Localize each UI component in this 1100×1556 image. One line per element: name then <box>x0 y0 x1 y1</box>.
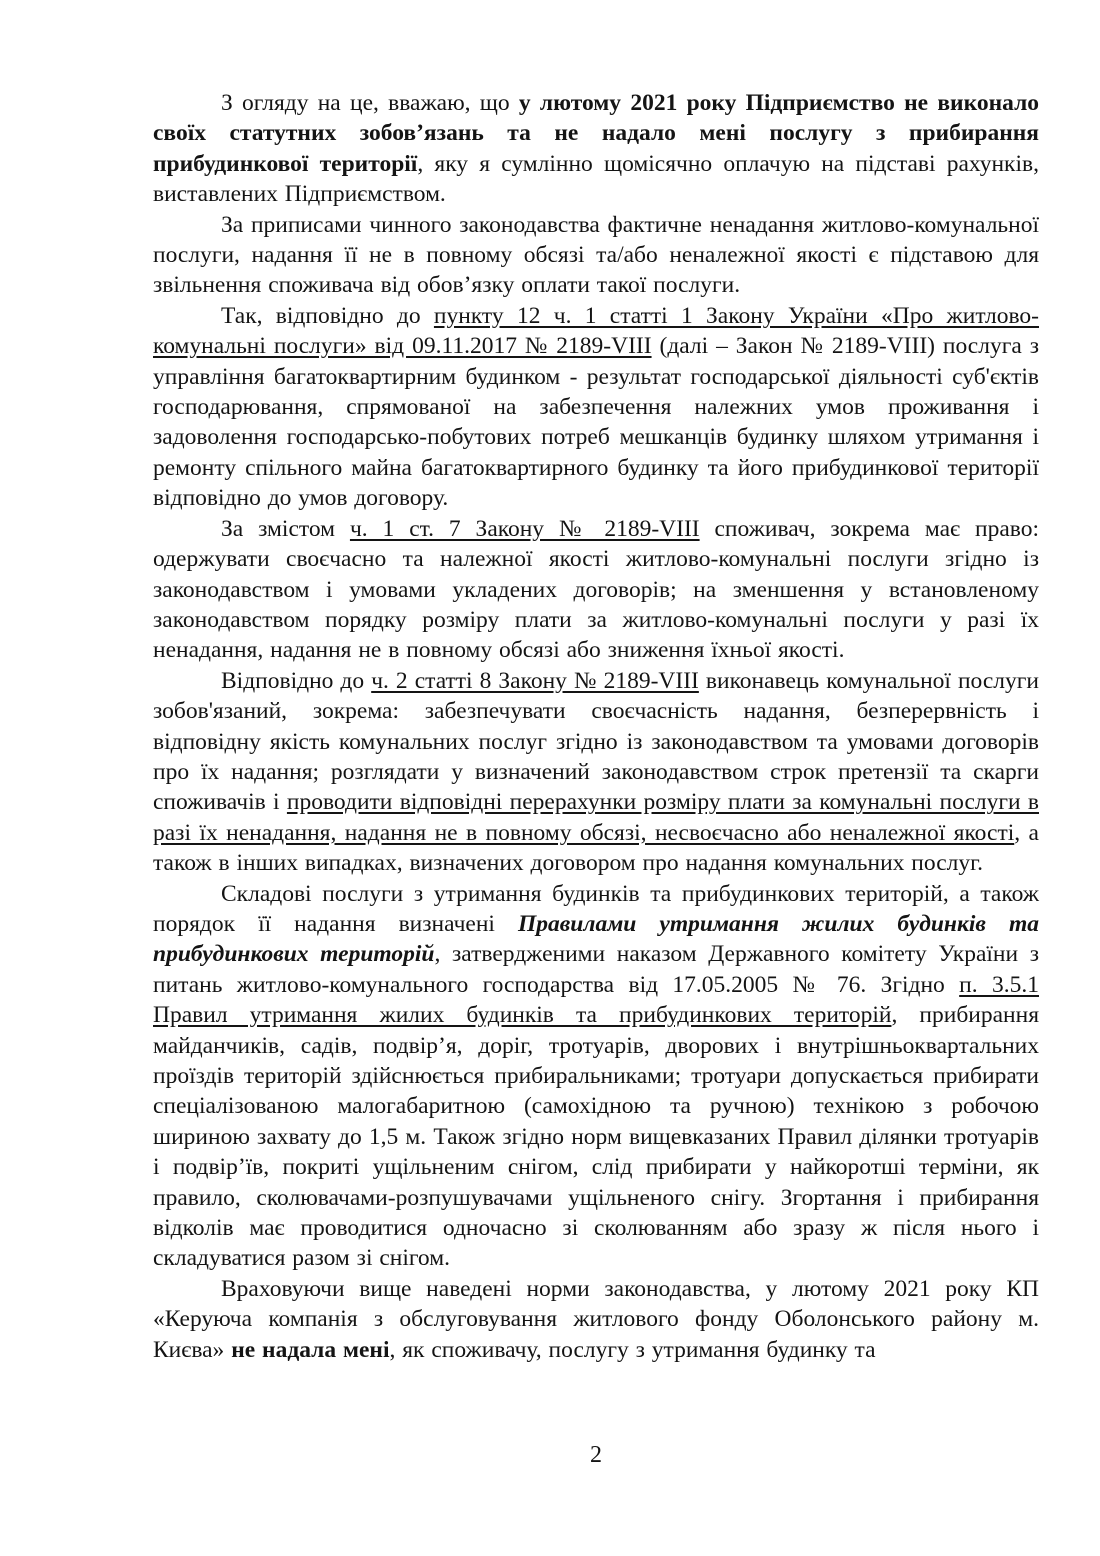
text-run: виконавець комунальної послуги зобов'язаний, зокрема: забезпечувати своєчасність надання, безперервність і відповідну якість комунальних послуг згідно із законодавством та умовами договорів про їх надання; розглядати у визначений законодавством строк претензії та скарги споживачів і <box>153 667 1040 816</box>
text-run: За приписами чинного законодавства фактичне ненадання житлово-комунальної послуги, надання її не в повному обсязі та/або неналежної якості є підставою для звільнення споживача від обов’язку оплати такої послуги. <box>153 211 1039 299</box>
text-run: Так, відповідно до <box>221 302 434 329</box>
text-run: Складові послуги з утримання будинків та прибудинкових територій, а також порядок її надання визначені <box>153 880 1039 937</box>
paragraph <box>153 88 1039 210</box>
page-number: 2 <box>590 1442 602 1468</box>
text-run: , прибирання майданчиків, садів, подвір’я, доріг, тротуарів, дворових і внутрішньоквартальних проїздів територій здійснюється прибиральниками; тротуари допускається прибирати спеціалізованою малогабаритною (самохідною та ручною) технікою з робочою шириною захвату до 1,5 м. Також згідно норм вищевказаних Правил ділянки тротуарів і подвір’їв, покриті ущільненим снігом, слід прибирати у найкоротші терміни, як правило, сколювачами-розпушувачами ущільненого снігу. Згортання і прибирання відколів має проводитися одночасно зі сколюванням або зразу ж після нього і складуватися разом зі снігом. <box>153 1002 1040 1272</box>
paragraph <box>153 514 1039 666</box>
text-run: не надала мені <box>231 1336 390 1363</box>
text-run: З огляду на це, вважаю, що <box>221 90 519 116</box>
text-run: Правилами утримання жилих будинків та прибудинкових територій <box>153 910 1039 968</box>
text-run: За змістом <box>221 515 350 542</box>
document-body <box>153 88 1039 1365</box>
text-run: , затвердженими наказом Державного комітету України з питань житлово-комунального господарства від 17.05.2005 № 76. Згідно <box>153 941 1039 998</box>
paragraph <box>153 301 1039 514</box>
paragraph <box>153 879 1039 1274</box>
text-run: (далі – Закон № 2189-VIII) послуга з управління багатоквартирним будинком - результат господарської діяльності суб'єктів господарювання, спрямованої на забезпечення належних умов проживання і задоволення господарсько-побутових потреб мешканців будинку шляхом утримання і ремонту спільного майна багатоквартирного будинку та його прибудинкової території відповідно до умов договору. <box>153 333 1039 512</box>
text-run: ч. 2 статті 8 Закону № 2189-VIII <box>371 667 699 694</box>
text-run: Враховуючи вище наведені норми законодавства, у лютому 2021 року КП «Керуюча компанія з обслуговування житлового фонду Оболонського району м. Києва» <box>153 1275 1039 1363</box>
paragraph <box>153 666 1039 879</box>
text-run: , яку я сумлінно щомісячно оплачую на підставі рахунків, виставлених Підприємством. <box>153 150 1039 208</box>
text-run: ч. 1 ст. 7 Закону № 2189-VIII <box>349 515 700 542</box>
paragraph <box>153 210 1039 301</box>
text-run: , як споживачу, послугу з утримання будинку та <box>389 1336 876 1363</box>
text-run: споживач, зокрема має право: одержувати своєчасно та належної якості житлово-комунальні послуги згідно із законодавством і умовами укладених договорів; на зменшення у встановленому законодавством порядку розміру плати за житлово-комунальні послуги у разі їх ненадання, надання не в повному обсязі або зниження їхньої якості. <box>153 515 1039 664</box>
text-run: Відповідно до <box>221 667 372 694</box>
text-run: , а також в інших випадках, визначених договором про надання комунальних послуг. <box>153 819 1039 877</box>
text-run: п. 3.5.1 Правил утримання жилих будинків та прибудинкових територій <box>153 971 1039 1029</box>
text-run: проводити відповідні перерахунки розміру плати за комунальні послуги в разі їх ненадання, надання не в повному обсязі, несвоєчасно або неналежної якості <box>153 789 1039 846</box>
paragraph <box>153 1274 1039 1365</box>
text-run: пункту 12 ч. 1 статті 1 Закону України «Про житлово-комунальні послуги» від 09.11.2017 № 2189-VIII <box>153 302 1039 360</box>
text-run: у лютому 2021 року Підприємство не виконало своїх статутних зобов’язань та не надало мені послугу з прибирання прибудинкової території <box>153 90 1040 177</box>
